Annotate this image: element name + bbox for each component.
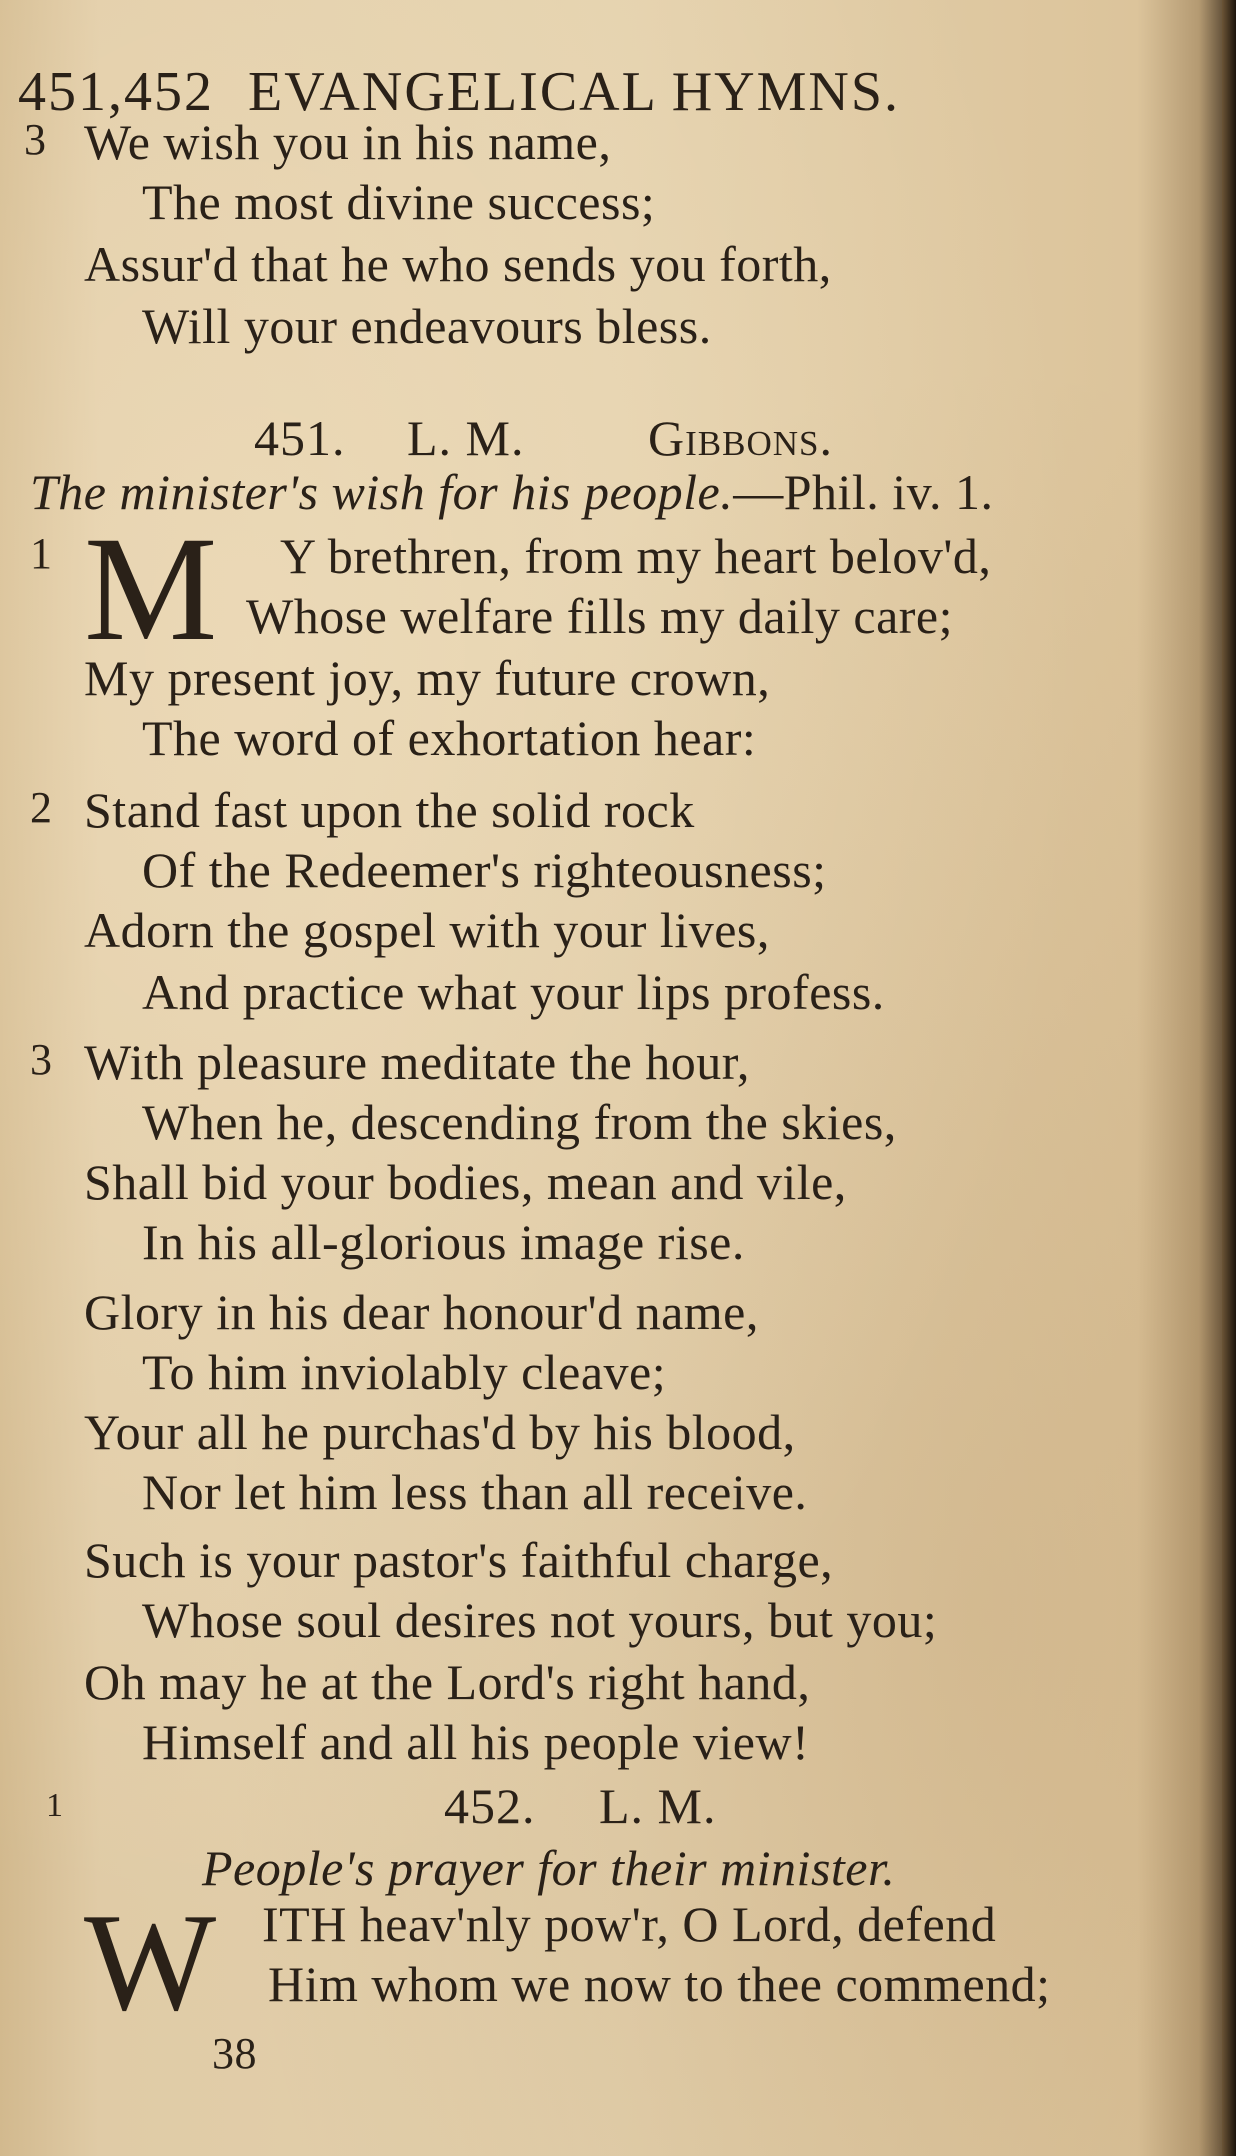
verse-line: Your all he purchas'd by his blood, [84, 1404, 796, 1460]
verse-line: Stand fast upon the solid rock [84, 782, 695, 838]
verse-line: Whose soul desires not yours, but you; [142, 1592, 938, 1648]
verse-line: Will your endeavours bless. [142, 298, 712, 354]
verse-line: Y brethren, from my heart belov'd, [280, 528, 992, 584]
verse-line: Him whom we now to thee commend; [268, 1956, 1051, 2012]
book-spine-edge [1222, 0, 1236, 2156]
hymn-meter: L. M. [599, 1778, 717, 1834]
signature-mark: 38 [212, 2029, 257, 2078]
hymn-subtitle-italic: The minister's wish for his people. [30, 464, 734, 520]
verse-line: Such is your pastor's faithful charge, [84, 1532, 834, 1588]
book-title: EVANGELICAL HYMNS. [248, 61, 900, 123]
verse-line: With pleasure meditate the hour, [84, 1034, 750, 1090]
drop-cap: M [84, 506, 218, 672]
scripture-reference: —Phil. iv. 1. [733, 464, 994, 520]
verse-number: 2 [30, 783, 52, 832]
verse-line: We wish you in his name, [84, 114, 612, 170]
verse-line: My present joy, my future crown, [84, 650, 771, 706]
verse-line: Assur'd that he who sends you forth, [84, 236, 832, 292]
verse-line: Nor let him less than all receive. [142, 1464, 808, 1520]
hymn-number: 451. [254, 410, 346, 466]
verse-line: Glory in his dear honour'd name, [84, 1284, 759, 1340]
verse-number: 3 [24, 115, 46, 164]
verse-line: And practice what your lips profess. [142, 964, 885, 1020]
hymn-tune-author: Gibbons. [648, 410, 833, 466]
verse-line: Shall bid your bodies, mean and vile, [84, 1154, 847, 1210]
hymn-number: 452. [444, 1778, 536, 1834]
hymn-heading [254, 408, 833, 468]
verse-line: Of the Redeemer's righteousness; [142, 842, 827, 898]
verse-number: 3 [30, 1035, 52, 1084]
verse-line: The most divine success; [142, 174, 656, 230]
hymn-heading [444, 1776, 717, 1836]
verse-line: In his all-glorious image rise. [142, 1214, 745, 1270]
verse-number: 1 [30, 529, 52, 578]
hymn-meter: L. M. [407, 410, 525, 466]
verse-line: ITH heav'nly pow'r, O Lord, defend [262, 1896, 997, 1952]
hymn-subtitle: People's prayer for their minister. [202, 1840, 896, 1896]
verse-line: Whose welfare fills my daily care; [246, 588, 953, 644]
verse-line: The word of exhortation hear: [142, 710, 757, 766]
verse-line: Adorn the gospel with your lives, [84, 902, 770, 958]
verse-line: Himself and all his people view! [142, 1714, 810, 1770]
verse-line: To him inviolably cleave; [142, 1344, 667, 1400]
verse-line: Oh may he at the Lord's right hand, [84, 1654, 811, 1710]
margin-marker: 1 [46, 1787, 63, 1824]
drop-cap: W [84, 1885, 217, 2040]
page-numbers: 451,452 [18, 61, 214, 123]
verse-line: When he, descending from the skies, [142, 1094, 897, 1150]
